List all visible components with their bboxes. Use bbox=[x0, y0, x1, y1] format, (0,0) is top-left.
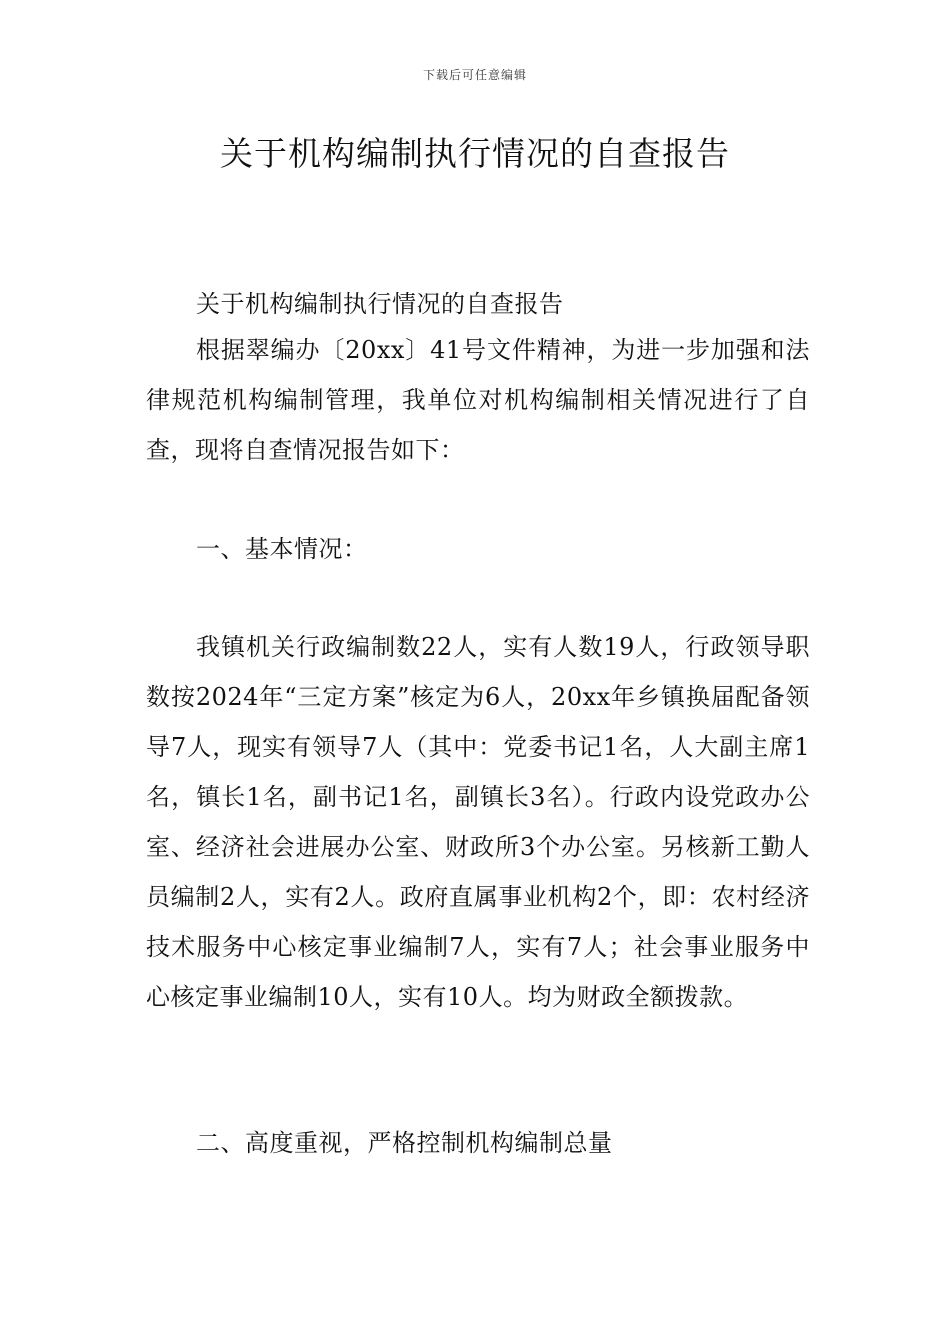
section-1-heading: 一、基本情况： bbox=[196, 535, 368, 563]
intro-paragraph: 根据翠编办〔20xx〕41号文件精神，为进一步加强和法律规范机构编制管理，我单位对机构编制相关情况进行了自查，现将自查情况报告如下： bbox=[146, 336, 810, 464]
section-2-heading: 二、高度重视，严格控制机构编制总量 bbox=[196, 1129, 613, 1157]
subtitle-paragraph: 关于机构编制执行情况的自查报告 bbox=[196, 290, 564, 318]
basic-info-paragraph: 我镇机关行政编制数22人，实有人数19人，行政领导职数按2024年“三定方案”核定为6人，20xx年乡镇换届配备领导7人，现实有领导7人（其中：党委书记1名，人大副主席1名，镇长1名，副书记1名，副镇长3名）。行政内设党政办公室、经济社会进展办公室、财政所3个办公室。另核新工勤人员编制2人，实有2人。政府直属事业机构2个，即：农村经济技术服务中心核定事业编制7人，实有7人；社会事业服务中心核定事业编制10人，实有10人。均为财政全额拨款。 bbox=[146, 633, 810, 1011]
document-title: 关于机构编制执行情况的自查报告 bbox=[220, 134, 730, 173]
header-note: 下载后可任意编辑 bbox=[422, 68, 527, 82]
